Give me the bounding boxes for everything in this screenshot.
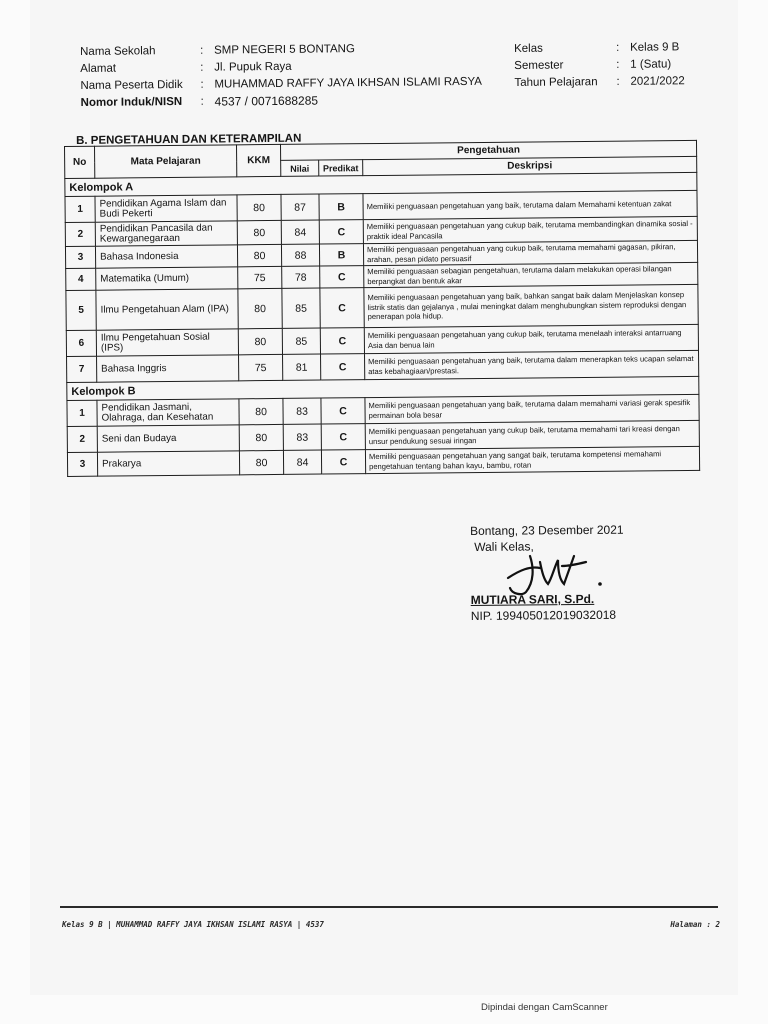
score-value: 83	[283, 398, 321, 424]
teacher-name: MUTIARA SARI, S.Pd.	[470, 591, 595, 607]
school-name-value: SMP NEGERI 5 BONTANG	[214, 43, 355, 57]
header-description: Deskripsi	[363, 156, 697, 175]
description-text: Memiliki penguasaan pengetahuan yang cukup baik, terutama memahami tari kreasi dengan unsur pendukung sesuai iringan	[365, 420, 699, 449]
subject-name: Ilmu Pengetahuan Alam (IPA)	[96, 289, 238, 330]
header-score: Nilai	[281, 160, 319, 176]
row-number: 3	[65, 246, 95, 268]
subject-name: Pendidikan Pancasila dan Kewarganegaraan	[95, 221, 237, 246]
student-id-label: Nomor Induk/NISN	[80, 95, 183, 109]
colon: :	[616, 41, 620, 54]
subject-name: Ilmu Pengetahuan Sosial (IPS)	[96, 329, 238, 356]
class-row	[514, 39, 685, 58]
row-number: 5	[66, 290, 96, 330]
predicate-value: C	[320, 266, 364, 288]
predicate-value: C	[321, 354, 365, 380]
subject-name: Pendidikan Jasmani, Olahraga, dan Kesehatan	[97, 399, 239, 426]
kkm-value: 80	[239, 424, 283, 450]
group-b-label: Kelompok B	[67, 376, 699, 400]
row-number: 2	[65, 222, 95, 246]
grades-table	[64, 140, 700, 477]
score-value: 84	[281, 220, 319, 244]
teacher-nip: NIP. 199405012019032018	[470, 607, 617, 623]
colon: :	[200, 44, 204, 57]
kkm-value: 80	[238, 288, 282, 328]
academic-year-label: Tahun Pelajaran	[514, 76, 598, 89]
header-knowledge: Pengetahuan	[280, 140, 696, 160]
student-info-left	[80, 40, 482, 112]
kkm-value: 75	[238, 266, 282, 288]
semester-value: 1 (Satu)	[630, 58, 672, 71]
score-value: 83	[283, 424, 321, 450]
description-text: Memiliki penguasaan pengetahuan yang cukup baik, terutama memahami gagasan, pikiran, arahan, pesan pidato persuasif	[363, 240, 697, 265]
semester-row	[514, 56, 685, 75]
school-name-label: Nama Sekolah	[80, 45, 156, 58]
class-label: Kelas	[514, 42, 543, 55]
subject-name: Seni dan Budaya	[97, 425, 239, 452]
handwritten-signature	[500, 548, 610, 598]
grades-table-wrapper	[64, 140, 699, 477]
description-text: Memiliki penguasaan pengetahuan yang baik, terutama dalam Memahami ketentuan zakat	[363, 190, 697, 219]
predicate-value: C	[321, 424, 365, 450]
predicate-value: C	[320, 288, 364, 328]
score-value: 84	[283, 450, 321, 474]
table-row	[66, 284, 698, 330]
description-text: Memiliki penguasaan pengetahuan yang baik, terutama dalam memahami variasi gerak spesifik permainan bola besar	[365, 394, 699, 423]
footer-divider	[60, 906, 718, 908]
kkm-value: 80	[237, 244, 281, 266]
subject-name: Bahasa Inggris	[97, 355, 239, 382]
subject-name: Prakarya	[97, 451, 239, 476]
row-number: 6	[66, 330, 96, 356]
footer-page-number: Halaman : 2	[670, 920, 720, 929]
score-value: 85	[282, 328, 320, 354]
row-number: 2	[67, 426, 97, 452]
kkm-value: 80	[239, 450, 283, 474]
description-text: Memiliki penguasaan pengetahuan yang sangat baik, terutama kompetensi memahami pengetahuan tentang bahan kayu, bambu, rotan	[365, 446, 699, 473]
student-id-value: 4537 / 0071688285	[214, 93, 319, 109]
row-number: 4	[66, 268, 96, 290]
description-text: Memiliki penguasaan pengetahuan yang baik, terutama dalam menerapkan teks ucapan selamat atas kebahagiaan/prestasi.	[365, 350, 699, 379]
address-value: Jl. Pupuk Raya	[214, 60, 292, 74]
semester-label: Semester	[514, 59, 564, 72]
section-title: B. PENGETAHUAN DAN KETERAMPILAN	[76, 132, 302, 147]
student-name-label: Nama Peserta Didik	[80, 78, 183, 92]
place-date: Bontang, 23 Desember 2021	[470, 522, 624, 538]
header-no: No	[65, 146, 95, 178]
row-number: 3	[67, 452, 97, 476]
row-number: 1	[65, 196, 95, 222]
student-name-value: MUHAMMAD RAFFY JAYA IKHSAN ISLAMI RASYA	[214, 75, 483, 91]
address-label: Alamat	[80, 62, 117, 75]
group-b-body	[67, 376, 700, 476]
header-kkm: KKM	[236, 144, 280, 176]
row-number: 1	[67, 400, 97, 426]
predicate-value: C	[321, 398, 365, 424]
academic-year-row	[514, 73, 685, 92]
student-info-right	[514, 39, 685, 92]
colon: :	[200, 78, 204, 91]
header-subject: Mata Pelajaran	[95, 145, 237, 178]
group-a-body	[65, 172, 699, 382]
scanner-watermark: Dipindai dengan CamScanner	[481, 1002, 608, 1013]
description-text: Memiliki penguasaan pengetahuan yang cukup baik, terutama menelaah interaksi antarruang Asia dan benua lain	[364, 324, 698, 353]
kkm-value: 80	[237, 194, 281, 220]
description-text: Memiliki penguasaan sebagian pengetahuan, terutama dalam melakukan operasi bilangan berpangkat dan bentuk akar	[364, 262, 698, 287]
description-text: Memiliki penguasaan pengetahuan yang baik, bahkan sangat baik dalam Menjelaskan konsep listrik statis dan gejalanya , mulai meningkat dalam menghubungkan sistem reproduksi dengan penerapan pola hidup.	[364, 284, 698, 327]
predicate-value: C	[320, 328, 364, 354]
score-value: 88	[281, 244, 319, 266]
predicate-value: C	[319, 220, 363, 244]
class-value: Kelas 9 B	[630, 41, 680, 54]
colon: :	[200, 95, 204, 108]
description-text: Memiliki penguasaan pengetahuan yang cukup baik, terutama membandingkan dinamika sosial - praktik ideal Pancasila	[363, 216, 697, 243]
subject-name: Pendidikan Agama Islam dan Budi Pekerti	[95, 195, 237, 222]
row-number: 7	[67, 356, 97, 382]
kkm-value: 75	[239, 354, 283, 380]
kkm-value: 80	[238, 328, 282, 354]
colon: :	[616, 75, 620, 88]
score-value: 78	[282, 266, 320, 288]
subject-name: Bahasa Indonesia	[95, 245, 237, 268]
predicate-value: C	[321, 450, 365, 474]
subject-name: Matematika (Umum)	[96, 267, 238, 290]
kkm-value: 80	[239, 398, 283, 424]
group-a-label: Kelompok A	[65, 172, 697, 196]
predicate-value: B	[319, 194, 363, 220]
kkm-value: 80	[237, 220, 281, 244]
header-predicate: Predikat	[319, 160, 363, 176]
score-value: 85	[282, 288, 320, 328]
score-value: 81	[283, 354, 321, 380]
colon: :	[200, 61, 204, 74]
colon: :	[616, 58, 620, 71]
footer-left-text: Kelas 9 B | MUHAMMAD RAFFY JAYA IKHSAN ISLAMI RASYA | 4537	[62, 920, 324, 929]
academic-year-value: 2021/2022	[630, 75, 685, 88]
score-value: 87	[281, 194, 319, 220]
predicate-value: B	[319, 244, 363, 266]
homeroom-role: Wali Kelas,	[474, 539, 534, 554]
